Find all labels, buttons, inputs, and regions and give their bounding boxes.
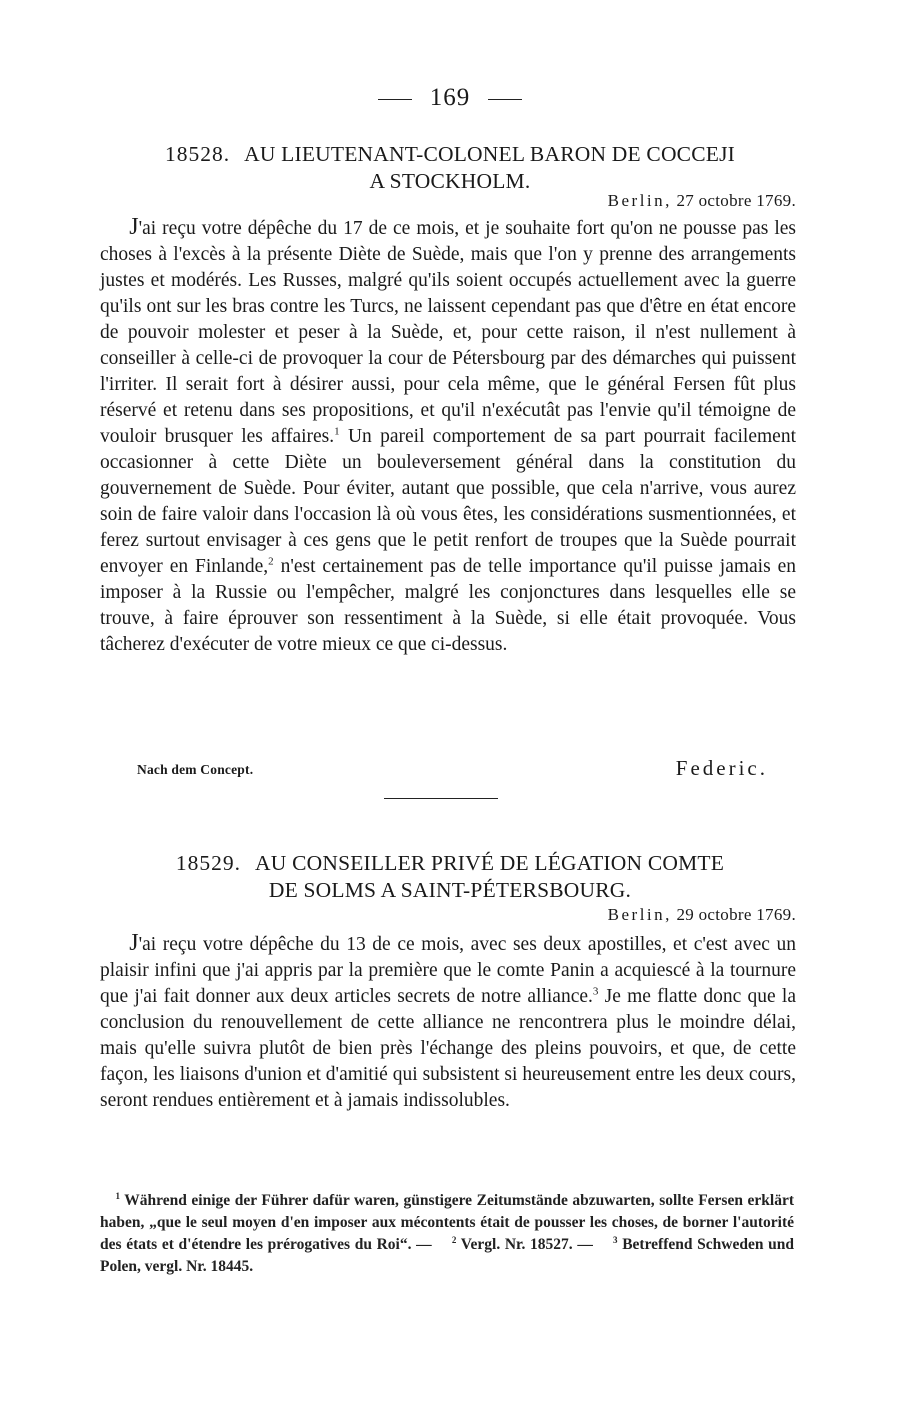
footnote-3: Betreffend Schweden und Polen, vergl. Nr. 18445. <box>100 1236 795 1275</box>
dateline-date: 27 octobre 1769. <box>676 191 796 210</box>
page-number-dash-right <box>488 99 522 100</box>
footnote-1: Während einige der Führer dafür waren, günstigere Zeitumstände abzuwarten, sollte Fersen erklärt haben, „que le seul moyen d'en imposer aux mécontents était de pousser les choses, de borner l'autorité des états et d'étendre les prérogatives du Roi“. — <box>100 1192 794 1253</box>
dateline-date: 29 octobre 1769. <box>676 905 796 924</box>
footnote-mark-3: 3 <box>613 1234 618 1245</box>
letter-body: J'ai reçu votre dépêche du 13 de ce mois, avec ses deux apostilles, et c'est avec un plaisir infini que j'ai appris par la première que le comte Panin a acquiescé à la tournure que j'ai fait donner aux deux articles secrets de notre alliance.$^3$ Je me flatte donc que la conclusion du renouvellement de cette alliance ne rencontrera plus le moindre délai, mais qu'elle suivra plutôt de bien près l'échange des pleins pouvoirs, et que, de cette façon, les liaisons d'union et d'amitié qui subsistent si heureusement entre les deux cours, seront rendues entièrement et à jamais indissolubles. <box>100 930 796 1111</box>
letter-heading-line2: A STOCKHOLM. <box>369 169 531 193</box>
letter-body: J'ai reçu votre dépêche du 17 de ce mois, et je souhaite fort qu'on ne pousse pas les choses à l'excès à la présente Diète de Suède, mais que l'on y prenne des arrangements justes et modérés. Les Russes, malgré qu'ils soient occupés actuellement avec la guerre qu'ils ont sur les bras contre les Turcs, ne laissent cependant pas que d'être en état encore de pouvoir molester et peser à la Suède, et, pour cette raison, il n'est nullement à conseiller à celle-ci de provoquer la cour de Pétersbourg par des démarches qui puissent l'irriter. Il serait fort à désirer aussi, pour cela même, que le général Fersen fût plus réservé et retenu dans ses propositions, et qu'il n'exécutât pas l'envie qu'il témoigne de vouloir brusquer les affaires.$^1$ Un pareil comportement de sa part pourrait facilement occasionner à cette Diète un bouleversement général dans la constitution du gouvernement de Suède. Pour éviter, autant que possible, que cela n'arrive, vous aurez soin de faire valoir dans l'occasion là où vous êtes, les considérations susmentionnées, et ferez surtout envisager à ces gens que le petit renfort de troupes que la Suède pourrait envoyer en Finlande,$^2$ n'est certainement pas de telle importance qu'il puisse jamais en imposer à la Russie ou l'empêcher, malgré les conjonctures dans lesquelles elle se trouve, à faire éprouver son ressentiment à la Suède, si elle était provoquée. Vous tâcherez d'exécuter de votre mieux ce que ci-dessus. <box>100 214 796 655</box>
dateline-place: Berlin, <box>607 191 672 210</box>
letter-heading-line2: DE SOLMS A SAINT-PÉTERSBOURG. <box>268 878 632 902</box>
source-note: Nach dem Concept. <box>137 762 254 777</box>
letter-heading-line1: 18528. AU LIEUTENANT-COLONEL BARON DE COCCEJI <box>164 142 736 166</box>
letter-number: 18528. <box>164 142 231 166</box>
page-number-dash-left <box>378 99 412 100</box>
letter-number: 18529. <box>175 851 242 875</box>
footnote-2: Vergl. Nr. 18527. — <box>456 1236 593 1253</box>
letter-heading <box>100 850 800 904</box>
footnote-ref-1: 1 <box>334 425 340 438</box>
footnotes <box>100 1190 794 1278</box>
signature: Federic. <box>675 756 768 780</box>
letter-heading <box>100 141 800 195</box>
page-number <box>0 84 900 112</box>
dateline-place: Berlin, <box>607 905 672 924</box>
section-separator <box>384 798 498 799</box>
footnote-ref-3: 3 <box>592 985 599 998</box>
letter-heading-line1: 18529. AU CONSEILLER PRIVÉ DE LÉGATION COMTE <box>175 851 725 875</box>
footnote-mark-2: 2 <box>451 1234 457 1245</box>
letter-dateline <box>608 191 796 211</box>
footnote-mark-1: 1 <box>115 1190 120 1201</box>
letter-dateline <box>608 905 796 925</box>
page-number-text: 169 <box>429 84 471 111</box>
footnote-ref-2: 2 <box>268 555 274 568</box>
